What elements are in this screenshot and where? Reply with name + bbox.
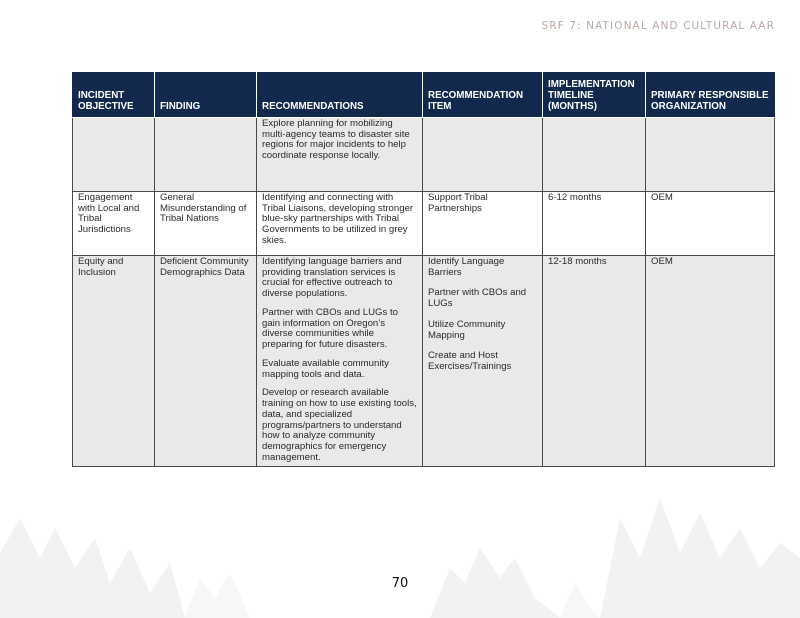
page-number: 70 bbox=[391, 576, 409, 591]
recommendation-text: Evaluate available community mapping tools and data. bbox=[262, 357, 389, 380]
column-header-recommendations: RECOMMENDATIONS bbox=[257, 73, 423, 118]
recommendations-table bbox=[72, 72, 775, 467]
column-header-responsible-organization: PRIMARY RESPONSIBLE ORGANIZATION bbox=[646, 73, 775, 118]
cell-timeline bbox=[543, 118, 646, 192]
recommendation-text: Explore planning for mobilizing multi-agency teams to disaster site regions for major incidents to help coordinate response locally. bbox=[262, 118, 410, 162]
forest-silhouette-background bbox=[0, 458, 800, 618]
cell-recommendations bbox=[257, 118, 423, 192]
recommendation-item-text: Utilize Community Mapping bbox=[428, 318, 506, 341]
document-header-title: SRF 7: NATIONAL AND CULTURAL AAR bbox=[541, 20, 775, 32]
cell-recommendation-item bbox=[423, 256, 543, 467]
cell-finding: General Misunderstanding of Tribal Nations bbox=[155, 192, 257, 256]
cell-recommendation-item bbox=[423, 118, 543, 192]
column-header-finding: FINDING bbox=[155, 73, 257, 118]
recommendation-text: Identifying and connecting with Tribal Liaisons, developing stronger blue-sky partnerships with Tribal Governments to be utilized in grey skies. bbox=[262, 192, 414, 246]
recommendation-item-text: Support Tribal Partnerships bbox=[428, 192, 488, 214]
table-row bbox=[73, 192, 775, 256]
cell-recommendations bbox=[257, 256, 423, 467]
recommendation-text: Develop or research available training on how to use existing tools, data, and specialized programs/partners to understand how to analyze community demographics for emergency management. bbox=[262, 387, 417, 463]
column-header-implementation-timeline: IMPLEMENTATION TIMELINE (MONTHS) bbox=[543, 73, 646, 118]
cell-organization bbox=[646, 118, 775, 192]
recommendation-item-text: Partner with CBOs and LUGs bbox=[428, 287, 527, 310]
column-header-incident-objective: INCIDENT OBJECTIVE bbox=[73, 73, 155, 118]
table-header-row bbox=[73, 73, 775, 118]
table-row bbox=[73, 118, 775, 192]
column-header-recommendation-item: RECOMMENDATION ITEM bbox=[423, 73, 543, 118]
recommendation-text: Partner with CBOs and LUGs to gain information on Oregon’s diverse communities while preparing for future disasters. bbox=[262, 306, 398, 351]
cell-objective: Equity and Inclusion bbox=[73, 256, 155, 467]
recommendation-item-text: Identify Language Barriers bbox=[428, 256, 505, 278]
cell-timeline: 6-12 months bbox=[543, 192, 646, 256]
cell-recommendation-item bbox=[423, 192, 543, 256]
cell-organization: OEM bbox=[646, 256, 775, 467]
cell-recommendations bbox=[257, 192, 423, 256]
cell-finding bbox=[155, 118, 257, 192]
cell-objective bbox=[73, 118, 155, 192]
table-row bbox=[73, 256, 775, 467]
cell-finding: Deficient Community Demographics Data bbox=[155, 256, 257, 467]
recommendation-item-text: Create and Host Exercises/Trainings bbox=[428, 350, 512, 373]
recommendation-text: Identifying language barriers and providing translation services is crucial for effective outreach to diverse populations. bbox=[262, 256, 402, 300]
cell-organization: OEM bbox=[646, 192, 775, 256]
cell-timeline: 12-18 months bbox=[543, 256, 646, 467]
cell-objective: Engagement with Local and Tribal Jurisdictions bbox=[73, 192, 155, 256]
